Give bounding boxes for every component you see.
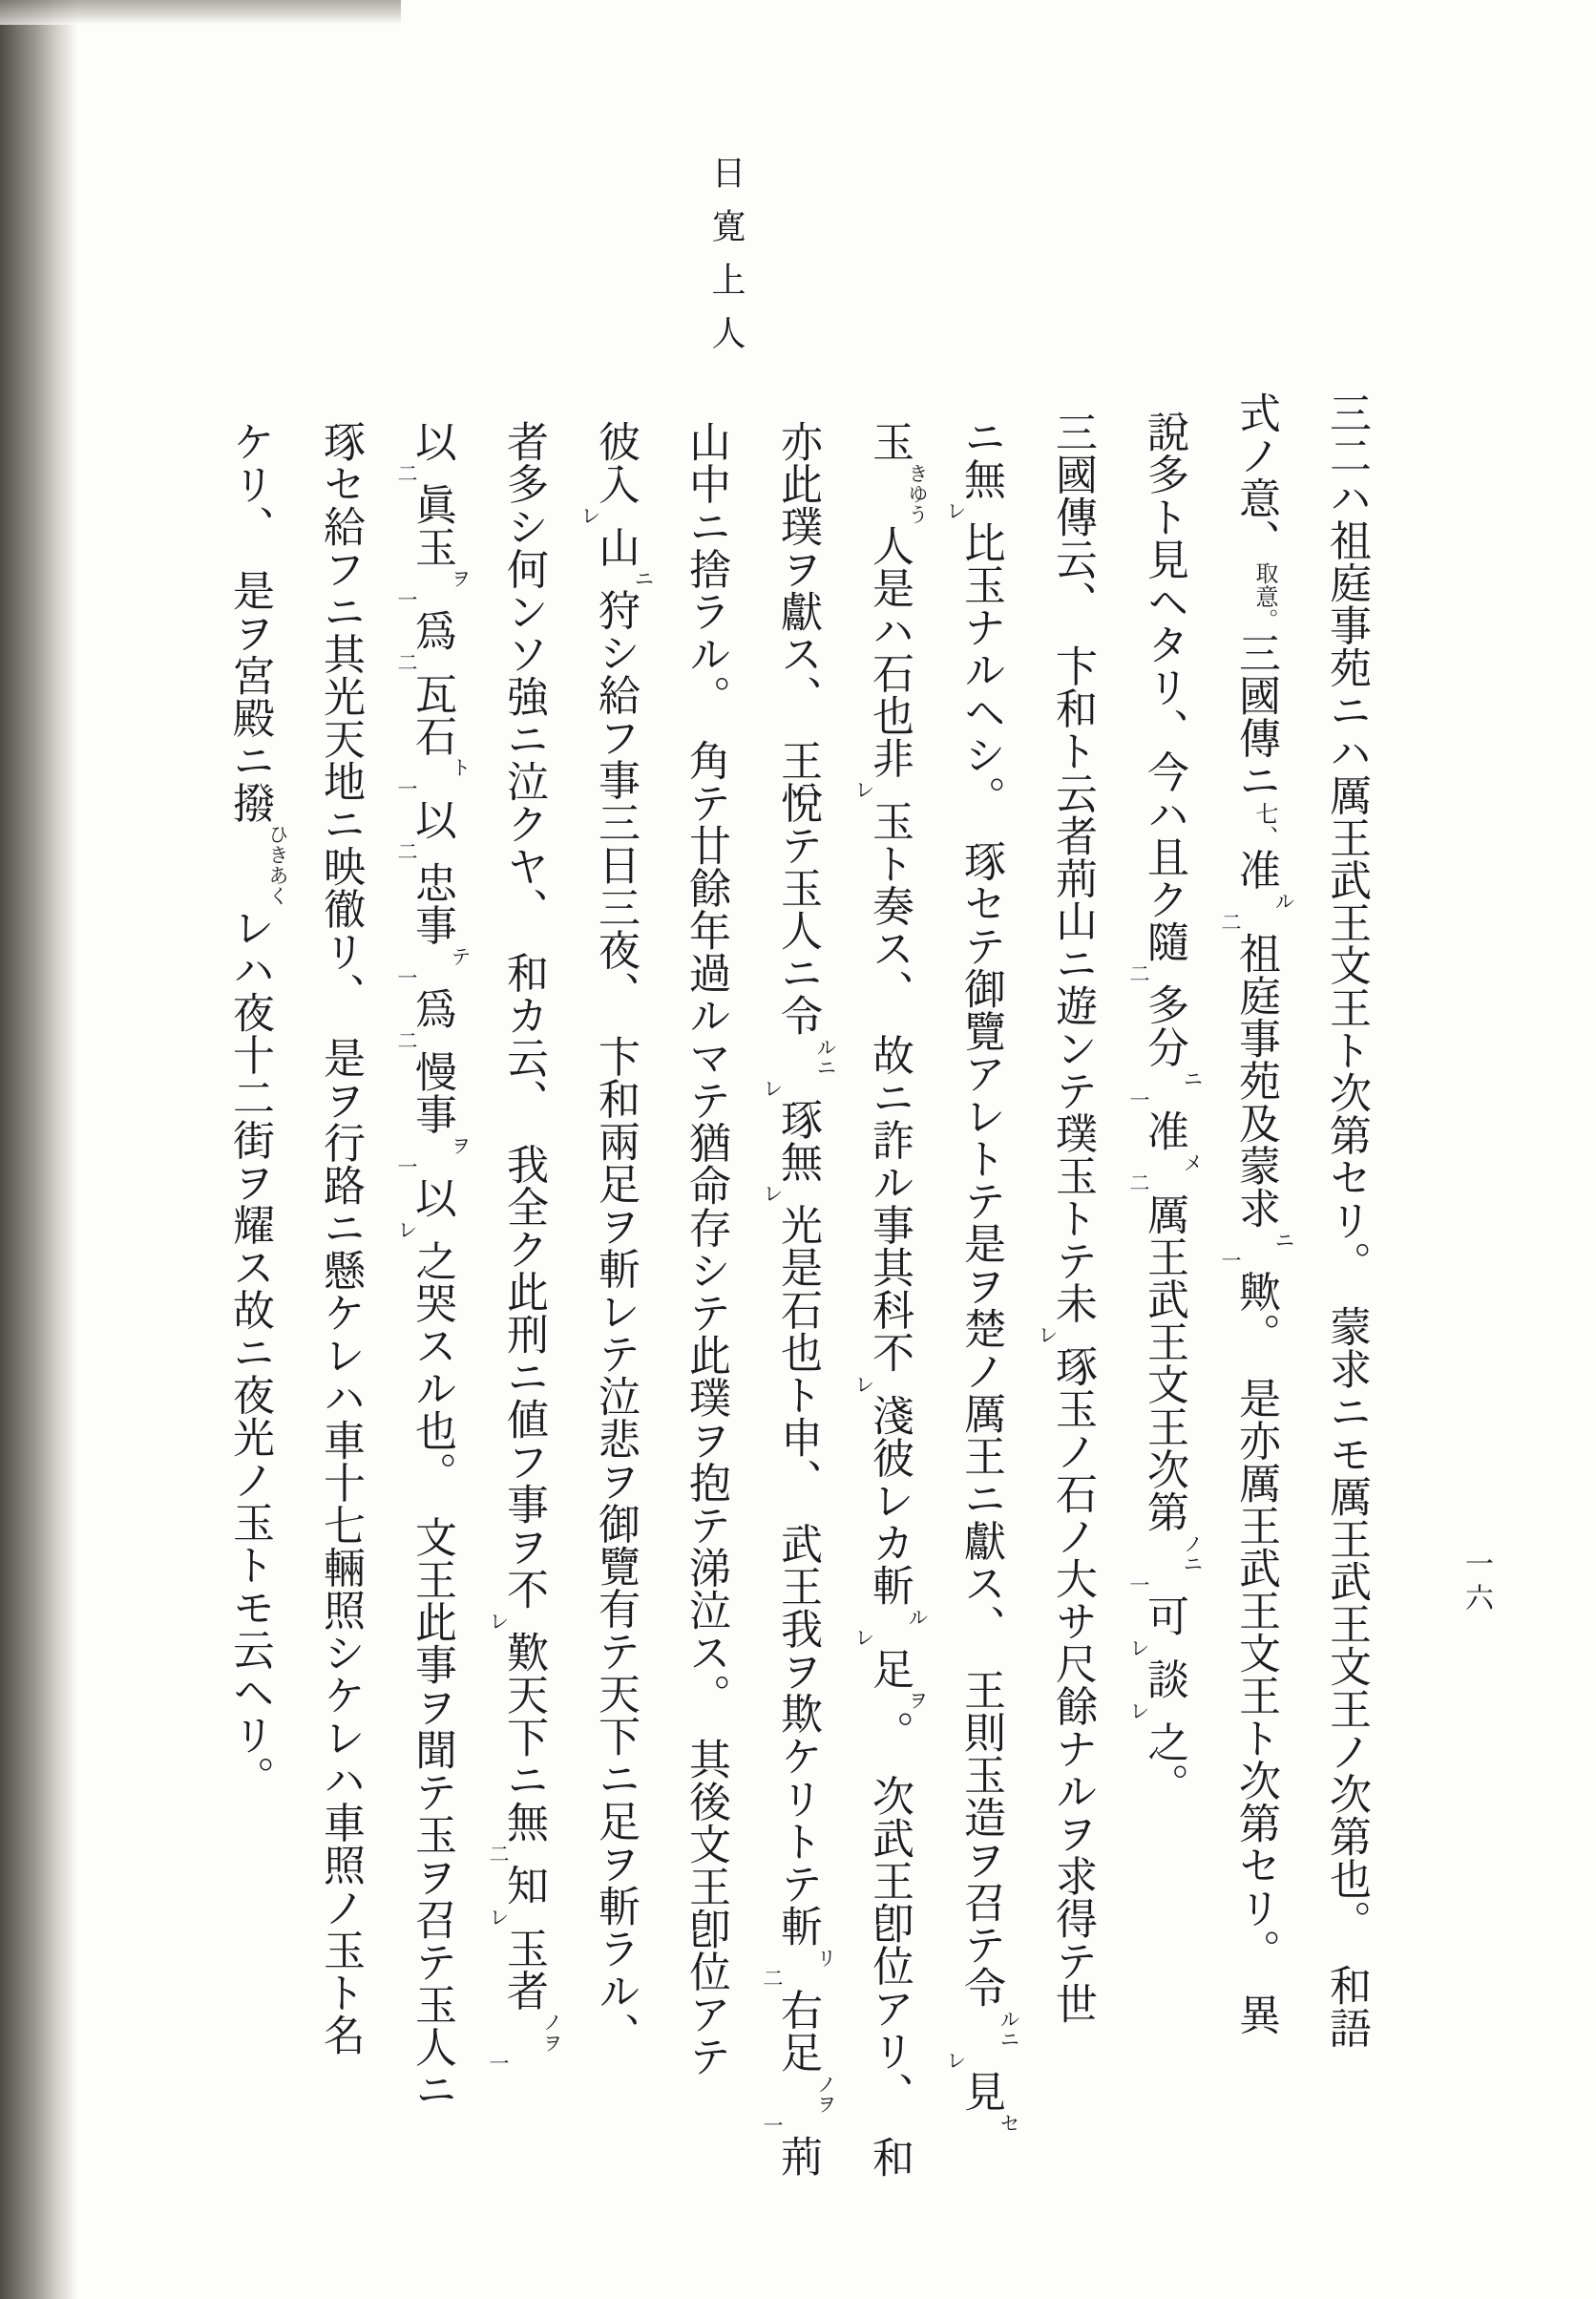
furigana: ひきあく <box>266 824 289 906</box>
okurigana: ノ <box>1181 1532 1204 1553</box>
kaeriten-mark: レ <box>1127 1636 1150 1657</box>
text-run: 以 <box>409 1176 455 1219</box>
kaeriten-mark: レ <box>852 779 875 800</box>
text-run: 光是石也ト申、 武王我ヲ欺ケリトテ斬 <box>774 1203 821 1948</box>
text-run: 。 次武王卽位アリ、 和 <box>866 1710 913 2179</box>
kaeriten-mark: レ <box>487 1906 510 1927</box>
text-run: 見 <box>957 2070 1004 2113</box>
kaeriten-mark: 二 <box>395 840 418 861</box>
text-run: 忠事 <box>409 861 455 946</box>
binding-shadow <box>0 0 78 2299</box>
text-run: 玉ト奏ス、 故ニ詐ル事其科不 <box>866 799 913 1374</box>
inline-note: 七、 <box>1251 801 1276 849</box>
text-run: 以 <box>409 420 455 463</box>
text-column-11 <box>386 420 477 2111</box>
text-run: 爲 <box>409 609 455 652</box>
text-column-12 <box>295 420 386 2100</box>
text-run: 知 <box>500 1864 547 1907</box>
inline-note: 取意。 <box>1251 561 1276 632</box>
text-run: 多分 <box>1141 983 1187 1068</box>
text-run: 爲 <box>409 987 455 1030</box>
okurigana: ヲ <box>814 2094 837 2115</box>
kaeriten-mark: レ <box>578 505 601 526</box>
okurigana: ノ <box>540 2012 563 2033</box>
text-run: 亦此璞ヲ獻ス、 王悅テ玉人ニ令 <box>774 420 821 1037</box>
kaeriten-mark: 一 <box>761 2114 784 2135</box>
scan-edge-shadow <box>0 0 401 25</box>
kaeriten-mark: 二 <box>395 1029 418 1050</box>
okurigana: ト <box>449 757 472 778</box>
okurigana: ヲ <box>449 1135 472 1156</box>
okurigana: ニ <box>632 568 655 589</box>
okurigana: ノ <box>814 2073 837 2094</box>
text-column-9 <box>569 420 661 2100</box>
text-run: 琢無 <box>774 1098 821 1183</box>
text-run: 人是ハ石也非 <box>866 524 913 779</box>
okurigana: セ <box>998 2112 1020 2133</box>
okurigana: ル <box>906 1606 929 1627</box>
kaeriten-mark: レ <box>487 1610 510 1631</box>
text-run: 眞玉 <box>409 483 455 568</box>
page-number: 一六 <box>1460 1549 1492 1617</box>
kaeriten-mark: 一 <box>1219 1250 1242 1271</box>
okurigana: ニ <box>814 1057 837 1078</box>
kaeriten-mark: レ <box>395 1218 418 1239</box>
text-run: 琢玉ノ石ノ大サ尺餘ナルヲ求得テ世 <box>1049 1344 1096 2025</box>
text-run: 足 <box>866 1647 913 1690</box>
okurigana: ル <box>814 1036 837 1057</box>
text-run: 准 <box>1232 848 1279 891</box>
text-run: 狩シ給フ事三日三夜、 卞和兩足ヲ斬レテ泣悲ヲ御覽有テ天下ニ足ヲ斬ラル、 <box>592 588 639 2055</box>
okurigana: ニ <box>1181 1553 1204 1574</box>
okurigana: メ <box>1181 1151 1204 1172</box>
text-run: 右足 <box>774 1988 821 2074</box>
text-run: ケリ、 是ヲ宮殿ニ撥 <box>226 420 273 824</box>
kaeriten-mark: レ <box>761 1183 784 1204</box>
kaeriten-mark: レ <box>761 1077 784 1098</box>
okurigana: ル <box>998 2008 1020 2029</box>
furigana: きゆう <box>906 462 929 524</box>
text-run: 准 <box>1141 1109 1187 1152</box>
kaeriten-mark: レ <box>852 1627 875 1648</box>
text-column-3 <box>1118 411 1209 2100</box>
kaeriten-mark: レ <box>1036 1324 1059 1345</box>
text-run: 之哭スル也。 文王此事ヲ聞テ玉ヲ召テ玉人ニ <box>409 1239 455 2111</box>
okurigana: テ <box>449 946 472 967</box>
text-run: 者多シ何ンソ強ニ泣クヤ、 和カ云、 我全ク此刑ニ値フ事ヲ不 <box>500 420 547 1611</box>
text-column-1 <box>1301 391 1392 2100</box>
okurigana: ニ <box>1272 1229 1295 1250</box>
text-column-13 <box>203 420 295 2100</box>
text-column-8 <box>661 420 751 2100</box>
kaeriten-mark: 一 <box>1127 1088 1150 1109</box>
body-text <box>203 391 1392 2179</box>
text-run: レハ夜十二街ヲ耀ス故ニ夜光ノ玉トモ云ヘリ。 <box>226 906 273 1799</box>
text-column-7 <box>751 420 843 2178</box>
text-column-2 <box>1209 391 1301 2100</box>
text-run: 歎天下ニ無 <box>500 1631 547 1844</box>
text-run: 祖庭事苑及蒙求 <box>1232 932 1279 1230</box>
kaeriten-mark: 一 <box>395 777 418 798</box>
text-run: 瓦石 <box>409 672 455 757</box>
kaeriten-mark: レ <box>944 500 967 521</box>
text-run: 比玉ナルヘシ。 琢セテ御覽アレトテ是ヲ楚ノ厲王ニ獻ス、 王則玉造ヲ召テ令 <box>957 520 1004 2009</box>
text-run: 談 <box>1141 1657 1187 1700</box>
text-run: 式ノ意、 <box>1232 391 1279 561</box>
running-head-title: 日寛上人 <box>707 155 746 369</box>
text-column-4 <box>1026 411 1118 2100</box>
text-run: 山 <box>592 525 639 568</box>
text-run: 說多ト見ヘタリ、今ハ且ク隨 <box>1141 411 1187 963</box>
text-run: 三二ハ祖庭事苑ニハ厲王武王文王ト次第セリ。 蒙求ニモ厲王武王文王ノ次第也。 和語 <box>1323 391 1370 2049</box>
text-run: 玉者 <box>500 1927 547 2012</box>
text-column-6 <box>843 420 934 2179</box>
kaeriten-mark: 一 <box>395 1155 418 1176</box>
kaeriten-mark: 二 <box>487 1843 510 1864</box>
text-run: 三國傳云、 卞和ト云者荊山ニ遊ンテ璞玉トテ未 <box>1049 411 1096 1324</box>
text-run: 荊 <box>774 2135 821 2178</box>
kaeriten-mark: 一 <box>395 588 418 609</box>
text-run: 琢セ給フニ其光天地ニ映徹リ、 是ヲ行路ニ懸ケレハ車十七輛照シケレハ車照ノ玉ト名 <box>317 420 364 2056</box>
kaeriten-mark: 二 <box>1127 1172 1150 1193</box>
kaeriten-mark: 二 <box>1127 962 1150 983</box>
kaeriten-mark: 一 <box>395 966 418 987</box>
kaeriten-mark: レ <box>944 2049 967 2070</box>
text-run: 以 <box>409 798 455 841</box>
kaeriten-mark: 二 <box>1219 911 1242 932</box>
kaeriten-mark: レ <box>852 1373 875 1394</box>
okurigana: ヲ <box>540 2032 563 2053</box>
okurigana: ニ <box>1181 1068 1204 1089</box>
okurigana: リ <box>814 1947 837 1968</box>
text-run: 慢事 <box>409 1050 455 1135</box>
text-run: 厲王武王文王次第 <box>1141 1192 1187 1533</box>
text-run: 山中ニ捨ラル。 角テ廿餘年過ルマテ猶命存シテ此璞ヲ抱テ涕泣ス。 其後文王卽位アテ <box>682 420 729 2078</box>
kaeriten-mark: レ <box>1127 1699 1150 1720</box>
text-run: 玉 <box>866 420 913 463</box>
okurigana: ヲ <box>906 1690 929 1711</box>
kaeriten-mark: 一 <box>487 2053 510 2074</box>
text-column-10 <box>477 420 569 2100</box>
text-run: ニ無 <box>957 415 1004 500</box>
text-run: 淺彼レカ斬 <box>866 1394 913 1607</box>
text-run: 歟。 是亦厲王武王文王ト次第セリ。 異 <box>1232 1270 1279 2035</box>
okurigana: ヲ <box>449 568 472 589</box>
text-run: 可 <box>1141 1594 1187 1637</box>
okurigana: ル <box>1272 891 1295 912</box>
text-run: 三國傳ニ <box>1232 631 1279 802</box>
kaeriten-mark: 二 <box>395 651 418 672</box>
kaeriten-mark: 二 <box>761 1968 784 1989</box>
text-run: 之。 <box>1141 1720 1187 1805</box>
kaeriten-mark: 二 <box>395 462 418 483</box>
text-run: 彼入 <box>592 420 639 505</box>
kaeriten-mark: 一 <box>1127 1573 1150 1594</box>
okurigana: ニ <box>998 2029 1020 2050</box>
text-column-5 <box>934 415 1026 2133</box>
